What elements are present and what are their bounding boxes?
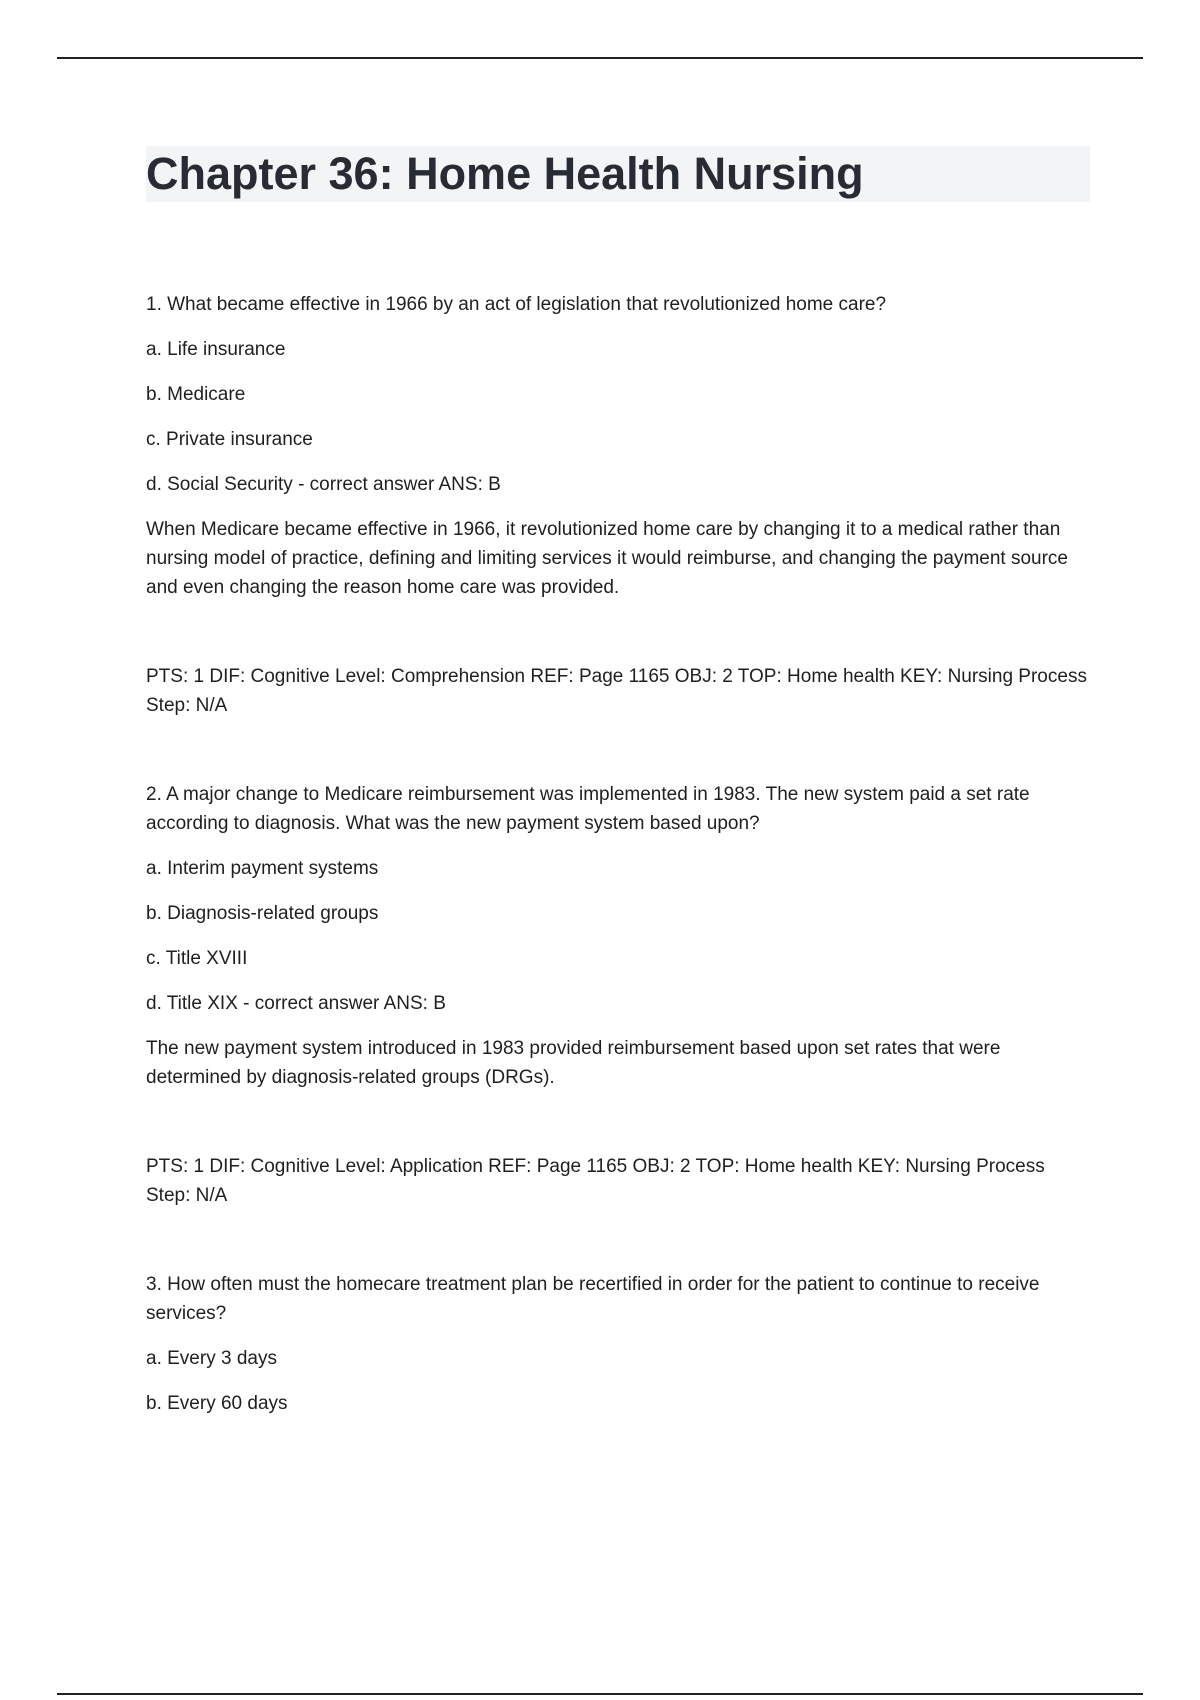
answer-option-d: d. Social Security - correct answer ANS: B: [146, 474, 501, 495]
answer-option-a: a. Life insurance: [146, 339, 286, 360]
question-stem: 2. A major change to Medicare reimbursement was implemented in 1983. The new system paid a set rate according to diagnosis. What was the new payment system based upon?: [146, 784, 1030, 834]
top-rule: [57, 57, 1143, 59]
page-title: Chapter 36: Home Health Nursing: [146, 148, 864, 199]
question-1: [146, 290, 1091, 720]
question-2: [146, 780, 1091, 1210]
bottom-rule: [57, 1693, 1143, 1695]
answer-option-a: a. Every 3 days: [146, 1348, 277, 1369]
answer-explanation: When Medicare became effective in 1966, it revolutionized home care by changing it to a medical rather than nursing model of practice, defining and limiting services it would reimburse, and changing the payment source and even changing the reason home care was provided.: [146, 519, 1068, 598]
answer-option-b: b. Every 60 days: [146, 1393, 288, 1414]
question-metadata: PTS: 1 DIF: Cognitive Level: Comprehension REF: Page 1165 OBJ: 2 TOP: Home health KEY: Nursing Process Step: N/A: [146, 666, 1087, 716]
answer-option-c: c. Private insurance: [146, 429, 313, 450]
answer-option-c: c. Title XVIII: [146, 948, 248, 969]
question-3: [146, 1270, 1091, 1418]
answer-option-a: a. Interim payment systems: [146, 858, 379, 879]
answer-option-b: b. Medicare: [146, 384, 246, 405]
question-stem: 1. What became effective in 1966 by an act of legislation that revolutionized home care?: [146, 294, 887, 315]
answer-option-d: d. Title XIX - correct answer ANS: B: [146, 993, 446, 1014]
question-stem: 3. How often must the homecare treatment plan be recertified in order for the patient to continue to receive services?: [146, 1274, 1040, 1324]
question-metadata: PTS: 1 DIF: Cognitive Level: Application REF: Page 1165 OBJ: 2 TOP: Home health KEY: Nursing Process Step: N/A: [146, 1156, 1045, 1206]
answer-option-b: b. Diagnosis-related groups: [146, 903, 379, 924]
answer-explanation: The new payment system introduced in 1983 provided reimbursement based upon set rates that were determined by diagnosis-related groups (DRGs).: [146, 1038, 1001, 1088]
document-body: [146, 290, 1091, 1434]
